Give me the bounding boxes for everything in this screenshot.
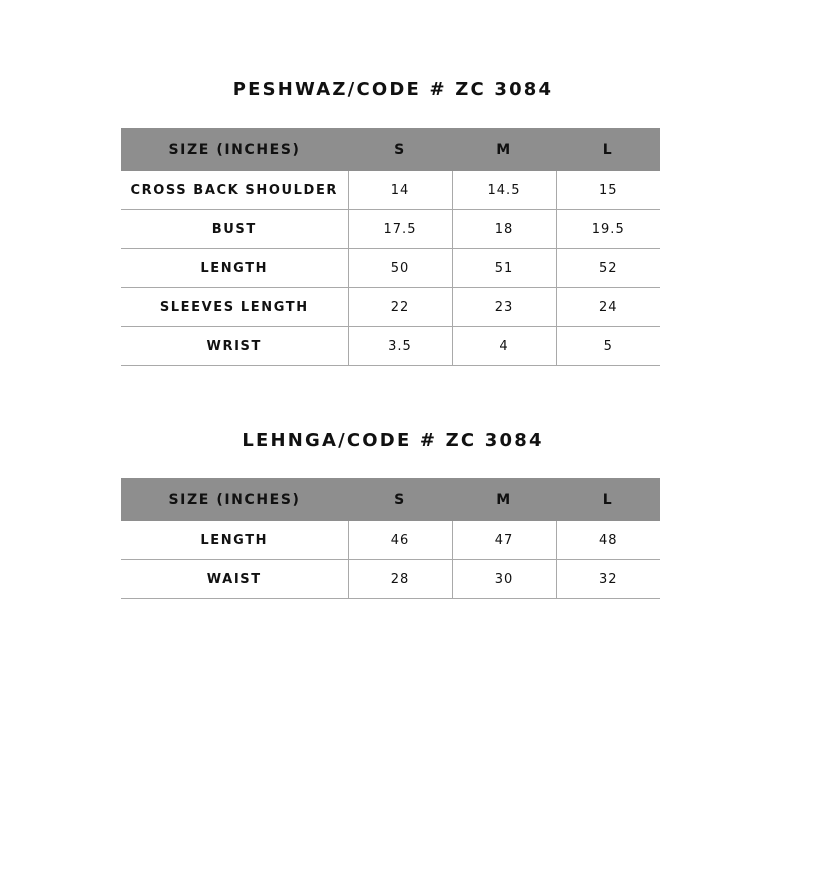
header-size-l: L xyxy=(556,128,660,171)
header-size-l: L xyxy=(556,478,660,521)
row-label: BUST xyxy=(121,210,348,249)
cell-value: 14.5 xyxy=(452,171,556,210)
cell-value: 50 xyxy=(348,249,452,288)
cell-value: 52 xyxy=(556,249,660,288)
peshwaz-title: PESHWAZ/CODE # ZC 3084 xyxy=(232,79,554,100)
row-label: LENGTH xyxy=(121,249,348,288)
table-row xyxy=(121,560,660,599)
cell-value: 19.5 xyxy=(556,210,660,249)
table-row xyxy=(121,210,660,249)
cell-value: 18 xyxy=(452,210,556,249)
cell-value: 51 xyxy=(452,249,556,288)
row-label: WRIST xyxy=(121,327,348,366)
cell-value: 3.5 xyxy=(348,327,452,366)
cell-value: 15 xyxy=(556,171,660,210)
table-row xyxy=(121,171,660,210)
header-size-m: M xyxy=(452,478,556,521)
cell-value: 23 xyxy=(452,288,556,327)
header-size-inches: SIZE (INCHES) xyxy=(121,478,348,521)
header-size-m: M xyxy=(452,128,556,171)
cell-value: 14 xyxy=(348,171,452,210)
cell-value: 28 xyxy=(348,560,452,599)
cell-value: 47 xyxy=(452,521,556,560)
header-size-inches: SIZE (INCHES) xyxy=(121,128,348,171)
table-row xyxy=(121,521,660,560)
cell-value: 17.5 xyxy=(348,210,452,249)
row-label: CROSS BACK SHOULDER xyxy=(121,171,348,210)
cell-value: 48 xyxy=(556,521,660,560)
lehnga-title: LEHNGA/CODE # ZC 3084 xyxy=(242,430,544,451)
header-size-s: S xyxy=(348,128,452,171)
peshwaz-size-table xyxy=(121,128,660,366)
header-size-s: S xyxy=(348,478,452,521)
cell-value: 22 xyxy=(348,288,452,327)
row-label: WAIST xyxy=(121,560,348,599)
cell-value: 30 xyxy=(452,560,556,599)
cell-value: 32 xyxy=(556,560,660,599)
table-row xyxy=(121,288,660,327)
table-row xyxy=(121,327,660,366)
cell-value: 46 xyxy=(348,521,452,560)
table-header-row xyxy=(121,128,660,171)
lehnga-size-table xyxy=(121,478,660,599)
table-row xyxy=(121,249,660,288)
cell-value: 4 xyxy=(452,327,556,366)
row-label: LENGTH xyxy=(121,521,348,560)
table-header-row xyxy=(121,478,660,521)
row-label: SLEEVES LENGTH xyxy=(121,288,348,327)
cell-value: 24 xyxy=(556,288,660,327)
cell-value: 5 xyxy=(556,327,660,366)
